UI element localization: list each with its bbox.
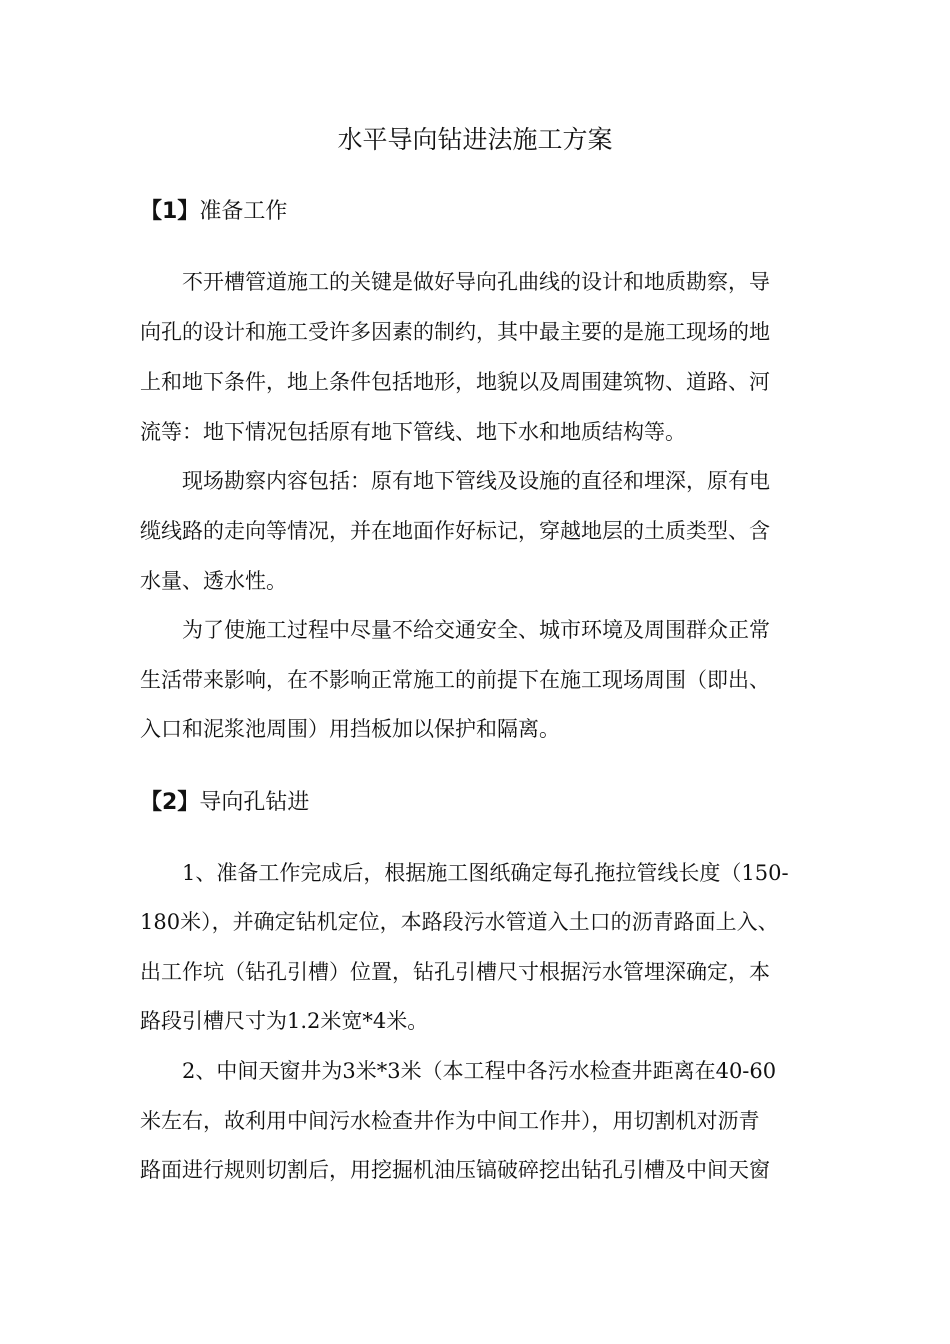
paragraph-line: 上和地下条件，地上条件包括地形，地貌以及周围建筑物、道路、河 xyxy=(140,370,770,394)
paragraph-line: 生活带来影响，在不影响正常施工的前提下在施工现场周围（即出、 xyxy=(140,668,770,692)
section-2-title: 导向孔钻进 xyxy=(199,790,310,815)
paragraph-line: 路面进行规则切割后，用挖掘机油压镐破碎挖出钻孔引槽及中间天窗 xyxy=(140,1158,770,1182)
paragraph-line: 入口和泥浆池周围）用挡板加以保护和隔离。 xyxy=(140,717,560,741)
paragraph-line: 路段引槽尺寸为1.2米宽*4米。 xyxy=(140,1009,429,1033)
document-title: 水平导向钻进法施工方案 xyxy=(337,125,613,154)
paragraph-line: 不开槽管道施工的关键是做好导向孔曲线的设计和地质勘察，导 xyxy=(182,270,770,294)
section-1-heading xyxy=(140,197,287,227)
section-1-title: 准备工作 xyxy=(199,199,288,224)
paragraph-line: 为了使施工过程中尽量不给交通安全、城市环境及周围群众正常 xyxy=(182,618,770,642)
paragraph-line: 现场勘察内容包括：原有地下管线及设施的直径和埋深，原有电 xyxy=(182,469,770,493)
paragraph-line: 1、准备工作完成后，根据施工图纸确定每孔拖拉管线长度（150- xyxy=(182,861,789,885)
section-1-number: 【1】 xyxy=(140,199,200,224)
paragraph-line: 水量、透水性。 xyxy=(140,569,287,593)
paragraph-line: 流等：地下情况包括原有地下管线、地下水和地质结构等。 xyxy=(140,420,686,444)
paragraph-line: 米左右，故利用中间污水检查井作为中间工作井），用切割机对沥青 xyxy=(140,1109,760,1133)
paragraph-line: 2、中间天窗井为3米*3米（本工程中各污水检查井距离在40-60 xyxy=(182,1059,777,1083)
section-2-heading xyxy=(140,788,309,818)
section-2-number: 【2】 xyxy=(140,790,200,815)
paragraph-line: 缆线路的走向等情况，并在地面作好标记，穿越地层的土质类型、含 xyxy=(140,519,770,543)
paragraph-line: 出工作坑（钻孔引槽）位置，钻孔引槽尺寸根据污水管埋深确定，本 xyxy=(140,960,770,984)
paragraph-line: 向孔的设计和施工受许多因素的制约，其中最主要的是施工现场的地 xyxy=(140,320,770,344)
paragraph-line: 180米），并确定钻机定位，本路段污水管道入土口的沥青路面上入、 xyxy=(140,910,779,934)
